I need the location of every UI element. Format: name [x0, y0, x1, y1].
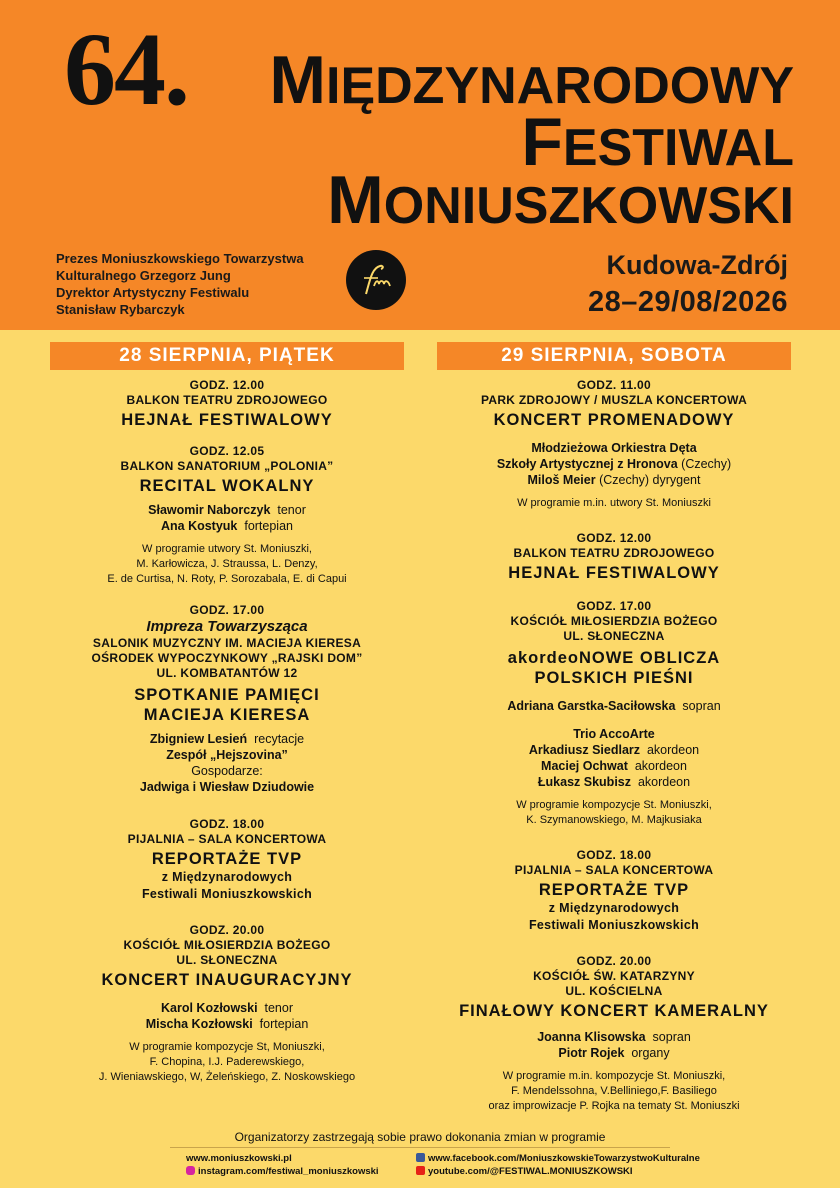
program-text: W programie m.in. utwory St. Moniuszki	[517, 497, 711, 509]
instagram-icon	[186, 1166, 195, 1175]
performers: Zbigniew Lesień recytacje Zespół „Hejszovina” Gospodarze: Jadwiga i Wiesław Dziudowie	[139, 732, 315, 794]
event-title: HEJNAŁ FESTIWALOWY	[508, 564, 720, 582]
event-title: REPORTAŻE TVP	[538, 881, 690, 899]
saturday-column	[437, 378, 791, 1128]
event: GODZ. 12.00 BALKON TEATRU ZDROJOWEGO HEJNAŁ FESTIWALOWY	[50, 378, 404, 430]
program-text: W programie kompozycje St. Moniuszki, K. Szymanowskiego, M. Majkusiaka	[516, 799, 712, 826]
facebook-icon	[416, 1153, 425, 1162]
performers: Sławomir Naborczyk tenor Ana Kostyuk fortepian	[148, 503, 306, 533]
title-line-2: FESTIWAL	[521, 104, 794, 180]
event-title: akordeoNOWE OBLICZA	[507, 649, 721, 667]
event: GODZ. 17.00 Impreza Towarzysząca SALONIK MUZYCZNY IM. MACIEJA KIERESA OŚRODEK WYPOCZYNKOWY „RAJSKI DOM” UL. KOMBATANTÓW 12 SPOTKANIE PAMIĘCI MACIEJA KIERESA Zbigniew Lesień recytacje Zespół „Hejszovina” Gospodarze: Jadwiga i Wiesław Dziudowie	[50, 603, 404, 795]
event: GODZ. 17.00 KOŚCIÓŁ MIŁOSIERDZIA BOŻEGO UL. SŁONECZNA akordeoNOWE OBLICZA POLSKICH PIEŚNI Adriana Garstka-Saciłowska sopran Trio AccoArte Arkadiusz Siedlarz akordeon Maciej Ochwat akordeon Łukasz Skubisz akordeon W programie kompozycje St. Moniuszki, K. Szymanowskiego, M. Majkusiaka	[437, 599, 791, 828]
instagram-link[interactable]: instagram.com/festiwal_moniuszkowski	[198, 1166, 379, 1177]
footer-note: Organizatorzy zastrzegają sobie prawo dokonania zmian w programie	[234, 1130, 606, 1144]
fm-logo-icon	[346, 250, 406, 310]
performers: Adriana Garstka-Saciłowska sopran Trio AccoArte Arkadiusz Siedlarz akordeon Maciej Ochwat akordeon Łukasz Skubisz akordeon	[507, 699, 721, 789]
day-bar-friday: 28 SIERPNIA, PIĄTEK	[50, 342, 404, 370]
program-text: W programie utwory St. Moniuszki, M. Karłowicza, J. Straussa, L. Denzy, E. de Curtisa, N. Roty, P. Sorozabala, E. di Capui	[107, 543, 347, 585]
performers: Młodzieżowa Orkiestra Dęta Szkoły Artystycznej z Hronova (Czechy) Miloš Meier (Czechy) dyrygent	[496, 441, 732, 487]
event-title: FINAŁOWY KONCERT KAMERALNY	[459, 1002, 769, 1020]
event-title: POLSKICH PIEŚNI	[534, 669, 694, 687]
event-title: RECITAL WOKALNY	[139, 477, 315, 495]
event: GODZ. 12.00 BALKON TEATRU ZDROJOWEGO HEJNAŁ FESTIWALOWY	[437, 531, 791, 583]
event-title: REPORTAŻE TVP	[151, 850, 303, 868]
youtube-icon	[416, 1166, 425, 1175]
festival-dates: 28–29/08/2026	[587, 286, 788, 318]
event: GODZ. 20.00 KOŚCIÓŁ ŚW. KATARZYNY UL. KOŚCIELNA FINAŁOWY KONCERT KAMERALNY Joanna Klisowska sopran Piotr Rojek organy W programie m.in. kompozycje St. Moniuszki, F. Mendelssohna, V.Belliniego,F. Basiliego oraz improwizacje P. Rojka na tematy St. Moniuszki	[437, 954, 791, 1114]
youtube-link[interactable]: youtube.com/@FESTIWAL.MONIUSZKOWSKI	[428, 1166, 633, 1177]
event-title: HEJNAŁ FESTIWALOWY	[121, 411, 333, 429]
header-banner	[0, 0, 840, 330]
website-link[interactable]: www.moniuszkowski.pl	[186, 1153, 292, 1164]
event-title: MACIEJA KIERESA	[143, 706, 311, 724]
friday-column	[50, 378, 404, 1099]
event: GODZ. 11.00 PARK ZDROJOWY / MUSZLA KONCERTOWA KONCERT PROMENADOWY Młodzieżowa Orkiestra Dęta Szkoły Artystycznej z Hronova (Czechy) Miloš Meier (Czechy) dyrygent W programie m.in. utwory St. Moniuszki	[437, 378, 791, 511]
program-text: W programie kompozycje St, Moniuszki, F. Chopina, I.J. Paderewskiego, J. Wieniawskiego, W, Żeleńskiego, Z. Noskowskiego	[98, 1041, 356, 1083]
event: GODZ. 18.00 PIJALNIA – SALA KONCERTOWA REPORTAŻE TVP z Międzynarodowych Festiwali Moniuszkowskich	[437, 848, 791, 934]
program-text: W programie m.in. kompozycje St. Moniuszki, F. Mendelssohna, V.Belliniego,F. Basiliego oraz improwizacje P. Rojka na tematy St. Moniuszki	[488, 1070, 740, 1112]
day-bar-saturday: 29 SIERPNIA, SOBOTA	[437, 342, 791, 370]
performers: Karol Kozłowski tenor Mischa Kozłowski fortepian	[145, 1001, 309, 1031]
facebook-link[interactable]: www.facebook.com/MoniuszkowskieTowarzystwoKulturalne	[428, 1153, 700, 1164]
event: GODZ. 12.05 BALKON SANATORIUM „POLONIA” RECITAL WOKALNY Sławomir Naborczyk tenor Ana Kostyuk fortepian W programie utwory St. Moniuszki, M. Karłowicza, J. Straussa, L. Denzy, E. de Curtisa, N. Roty, P. Sorozabala, E. di Capui	[50, 444, 404, 587]
event-title: SPOTKANIE PAMIĘCI	[134, 686, 320, 704]
performers: Joanna Klisowska sopran Piotr Rojek organy	[537, 1030, 691, 1060]
footer-links-left	[186, 1152, 379, 1178]
event-title: KONCERT PROMENADOWY	[493, 411, 735, 429]
footer-divider	[170, 1147, 670, 1148]
footer-links-right	[416, 1152, 700, 1178]
event-title: KONCERT INAUGURACYJNY	[101, 971, 353, 989]
title-line-1: MIĘDZYNARODOWY	[269, 42, 794, 118]
event: GODZ. 18.00 PIJALNIA – SALA KONCERTOWA REPORTAŻE TVP z Międzynarodowych Festiwali Moniuszkowskich	[50, 817, 404, 903]
organizers-text: Prezes Moniuszkowskiego Towarzystwa Kulturalnego Grzegorz Jung Dyrektor Artystyczny Festiwalu Stanisław Rybarczyk	[56, 251, 304, 317]
edition-number: 64.	[64, 12, 188, 127]
festival-place: Kudowa-Zdrój	[606, 250, 788, 280]
title-line-3: MONIUSZKOWSKI	[327, 162, 794, 238]
event: GODZ. 20.00 KOŚCIÓŁ MIŁOSIERDZIA BOŻEGO UL. SŁONECZNA KONCERT INAUGURACYJNY Karol Kozłowski tenor Mischa Kozłowski fortepian W programie kompozycje St, Moniuszki, F. Chopina, I.J. Paderewskiego, J. Wieniawskiego, W, Żeleńskiego, Z. Noskowskiego	[50, 923, 404, 1085]
